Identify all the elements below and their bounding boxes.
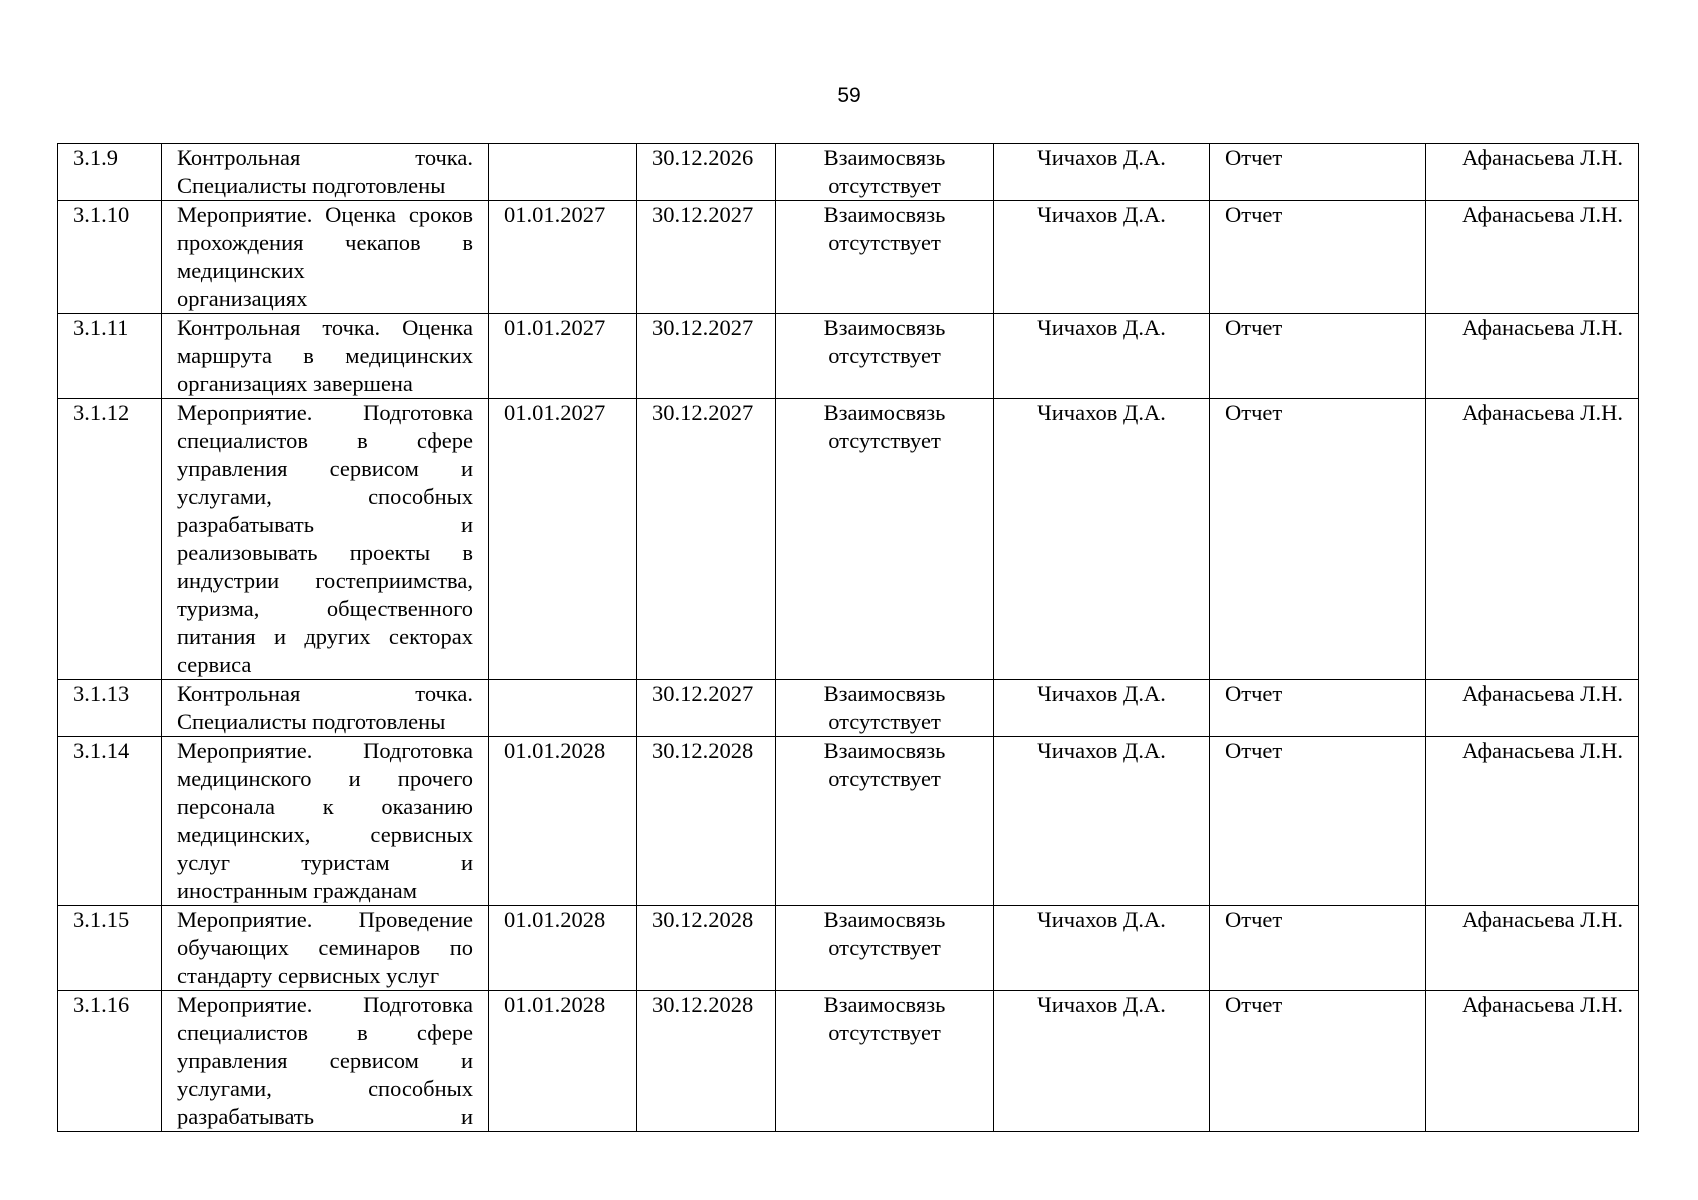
responsible-cell xyxy=(994,680,1210,737)
table-row xyxy=(58,906,1639,991)
document-type-text: Отчет xyxy=(1225,400,1283,425)
end-date-text: 30.12.2027 xyxy=(652,202,754,227)
start-date-text: 01.01.2028 xyxy=(504,907,606,932)
relation-text: Взаимосвязь отсутствует xyxy=(823,992,946,1045)
plan-table xyxy=(57,143,1639,1132)
measure-name-cell xyxy=(162,201,489,314)
responsible-cell xyxy=(994,906,1210,991)
document-type-cell xyxy=(1210,314,1426,399)
controller-text: Афанасьева Л.Н. xyxy=(1462,315,1623,340)
measure-name-text: Контрольная точка. xyxy=(177,145,473,170)
controller-text: Афанасьева Л.Н. xyxy=(1462,738,1623,763)
controller-cell xyxy=(1426,144,1639,201)
row-number-cell xyxy=(58,144,162,201)
table-row xyxy=(58,737,1639,906)
document-type-cell xyxy=(1210,737,1426,906)
row-number-text: 3.1.14 xyxy=(73,738,130,763)
measure-name-text: организациях xyxy=(177,286,308,311)
responsible-text: Чичахов Д.А. xyxy=(1037,738,1166,763)
table-row xyxy=(58,399,1639,680)
responsible-cell xyxy=(994,991,1210,1132)
row-number-cell xyxy=(58,201,162,314)
controller-cell xyxy=(1426,991,1639,1132)
plan-table-body xyxy=(58,144,1639,1132)
controller-text: Афанасьева Л.Н. xyxy=(1462,681,1623,706)
controller-cell xyxy=(1426,399,1639,680)
end-date-text: 30.12.2027 xyxy=(652,400,754,425)
row-number-cell xyxy=(58,737,162,906)
responsible-cell xyxy=(994,314,1210,399)
measure-name-cell xyxy=(162,737,489,906)
end-date-text: 30.12.2027 xyxy=(652,315,754,340)
relation-cell xyxy=(776,991,994,1132)
measure-name-text: Мероприятие. Подготовка специалистов в сфере управления сервисом и услугами, способных разрабатывать и реализовывать проекты в индустрии гостеприимства, туризма, общественного питания и других секторах xyxy=(177,400,473,649)
document-type-cell xyxy=(1210,680,1426,737)
measure-name-text: иностранным гражданам xyxy=(177,878,417,903)
controller-cell xyxy=(1426,906,1639,991)
measure-name-text: Мероприятие. Подготовка медицинского и прочего персонала к оказанию медицинских, сервисных услуг туристам и xyxy=(177,738,473,875)
measure-name-cell xyxy=(162,906,489,991)
start-date-text: 01.01.2027 xyxy=(504,400,606,425)
end-date-cell xyxy=(637,680,776,737)
responsible-cell xyxy=(994,201,1210,314)
row-number-text: 3.1.10 xyxy=(73,202,130,227)
responsible-text: Чичахов Д.А. xyxy=(1037,315,1166,340)
start-date-text: 01.01.2027 xyxy=(504,315,606,340)
measure-name-text: Мероприятие. Проведение обучающих семинаров по xyxy=(177,907,473,960)
row-number-text: 3.1.13 xyxy=(73,681,130,706)
relation-text: Взаимосвязь отсутствует xyxy=(823,202,946,255)
measure-name-text: стандарту сервисных услуг xyxy=(177,963,440,988)
document-type-text: Отчет xyxy=(1225,202,1283,227)
row-number-cell xyxy=(58,399,162,680)
document-type-cell xyxy=(1210,991,1426,1132)
measure-name-cell xyxy=(162,314,489,399)
relation-cell xyxy=(776,399,994,680)
start-date-cell xyxy=(489,399,637,680)
controller-cell xyxy=(1426,680,1639,737)
row-number-text: 3.1.15 xyxy=(73,907,130,932)
end-date-cell xyxy=(637,737,776,906)
end-date-text: 30.12.2026 xyxy=(652,145,754,170)
controller-text: Афанасьева Л.Н. xyxy=(1462,400,1623,425)
row-number-cell xyxy=(58,680,162,737)
end-date-cell xyxy=(637,314,776,399)
document-type-cell xyxy=(1210,144,1426,201)
relation-text: Взаимосвязь отсутствует xyxy=(823,738,946,791)
start-date-text: 01.01.2027 xyxy=(504,202,606,227)
row-number-text: 3.1.9 xyxy=(73,145,118,170)
controller-text: Афанасьева Л.Н. xyxy=(1462,992,1623,1017)
start-date-cell xyxy=(489,737,637,906)
relation-text: Взаимосвязь отсутствует xyxy=(823,145,946,198)
table-row xyxy=(58,680,1639,737)
start-date-cell xyxy=(489,144,637,201)
controller-text: Афанасьева Л.Н. xyxy=(1462,907,1623,932)
controller-text: Афанасьева Л.Н. xyxy=(1462,145,1623,170)
relation-text: Взаимосвязь отсутствует xyxy=(823,907,946,960)
responsible-text: Чичахов Д.А. xyxy=(1037,400,1166,425)
responsible-text: Чичахов Д.А. xyxy=(1037,992,1166,1017)
start-date-cell xyxy=(489,991,637,1132)
measure-name-cell xyxy=(162,680,489,737)
document-type-cell xyxy=(1210,906,1426,991)
document-type-cell xyxy=(1210,399,1426,680)
controller-cell xyxy=(1426,737,1639,906)
end-date-cell xyxy=(637,201,776,314)
end-date-text: 30.12.2028 xyxy=(652,738,754,763)
measure-name-cell xyxy=(162,144,489,201)
start-date-cell xyxy=(489,680,637,737)
measure-name-text: Мероприятие. Оценка сроков прохождения чекапов в медицинских xyxy=(177,202,473,283)
table-row xyxy=(58,144,1639,201)
relation-cell xyxy=(776,680,994,737)
responsible-text: Чичахов Д.А. xyxy=(1037,202,1166,227)
end-date-cell xyxy=(637,399,776,680)
measure-name-text: сервиса xyxy=(177,652,252,677)
document-type-text: Отчет xyxy=(1225,992,1283,1017)
row-number-text: 3.1.11 xyxy=(73,315,129,340)
relation-text: Взаимосвязь отсутствует xyxy=(823,681,946,734)
relation-text: Взаимосвязь отсутствует xyxy=(823,400,946,453)
end-date-cell xyxy=(637,991,776,1132)
document-type-text: Отчет xyxy=(1225,315,1283,340)
responsible-cell xyxy=(994,737,1210,906)
controller-cell xyxy=(1426,314,1639,399)
measure-name-cell xyxy=(162,399,489,680)
responsible-cell xyxy=(994,144,1210,201)
measure-name-cell xyxy=(162,991,489,1132)
start-date-cell xyxy=(489,201,637,314)
measure-name-text: организациях завершена xyxy=(177,371,413,396)
responsible-cell xyxy=(994,399,1210,680)
measure-name-text: Мероприятие. Подготовка специалистов в сфере управления сервисом и услугами, способных разрабатывать и xyxy=(177,992,473,1129)
measure-name-text: Специалисты подготовлены xyxy=(177,709,446,734)
document-type-text: Отчет xyxy=(1225,681,1283,706)
responsible-text: Чичахов Д.А. xyxy=(1037,907,1166,932)
controller-cell xyxy=(1426,201,1639,314)
row-number-cell xyxy=(58,991,162,1132)
end-date-text: 30.12.2028 xyxy=(652,992,754,1017)
start-date-cell xyxy=(489,906,637,991)
relation-cell xyxy=(776,201,994,314)
start-date-text: 01.01.2028 xyxy=(504,992,606,1017)
start-date-text: 01.01.2028 xyxy=(504,738,606,763)
row-number-cell xyxy=(58,906,162,991)
responsible-text: Чичахов Д.А. xyxy=(1037,145,1166,170)
start-date-cell xyxy=(489,314,637,399)
controller-text: Афанасьева Л.Н. xyxy=(1462,202,1623,227)
document-type-text: Отчет xyxy=(1225,907,1283,932)
relation-cell xyxy=(776,314,994,399)
measure-name-text: Контрольная точка. xyxy=(177,681,473,706)
measure-name-text: Контрольная точка. Оценка маршрута в медицинских xyxy=(177,315,473,368)
table-row xyxy=(58,314,1639,399)
relation-cell xyxy=(776,737,994,906)
document-type-text: Отчет xyxy=(1225,738,1283,763)
relation-text: Взаимосвязь отсутствует xyxy=(823,315,946,368)
table-row xyxy=(58,201,1639,314)
row-number-text: 3.1.12 xyxy=(73,400,130,425)
row-number-text: 3.1.16 xyxy=(73,992,130,1017)
relation-cell xyxy=(776,144,994,201)
row-number-cell xyxy=(58,314,162,399)
measure-name-text: Специалисты подготовлены xyxy=(177,173,446,198)
table-row xyxy=(58,991,1639,1132)
end-date-cell xyxy=(637,906,776,991)
end-date-text: 30.12.2028 xyxy=(652,907,754,932)
responsible-text: Чичахов Д.А. xyxy=(1037,681,1166,706)
document-type-cell xyxy=(1210,201,1426,314)
end-date-cell xyxy=(637,144,776,201)
relation-cell xyxy=(776,906,994,991)
end-date-text: 30.12.2027 xyxy=(652,681,754,706)
page-number: 59 xyxy=(837,84,861,107)
document-type-text: Отчет xyxy=(1225,145,1283,170)
